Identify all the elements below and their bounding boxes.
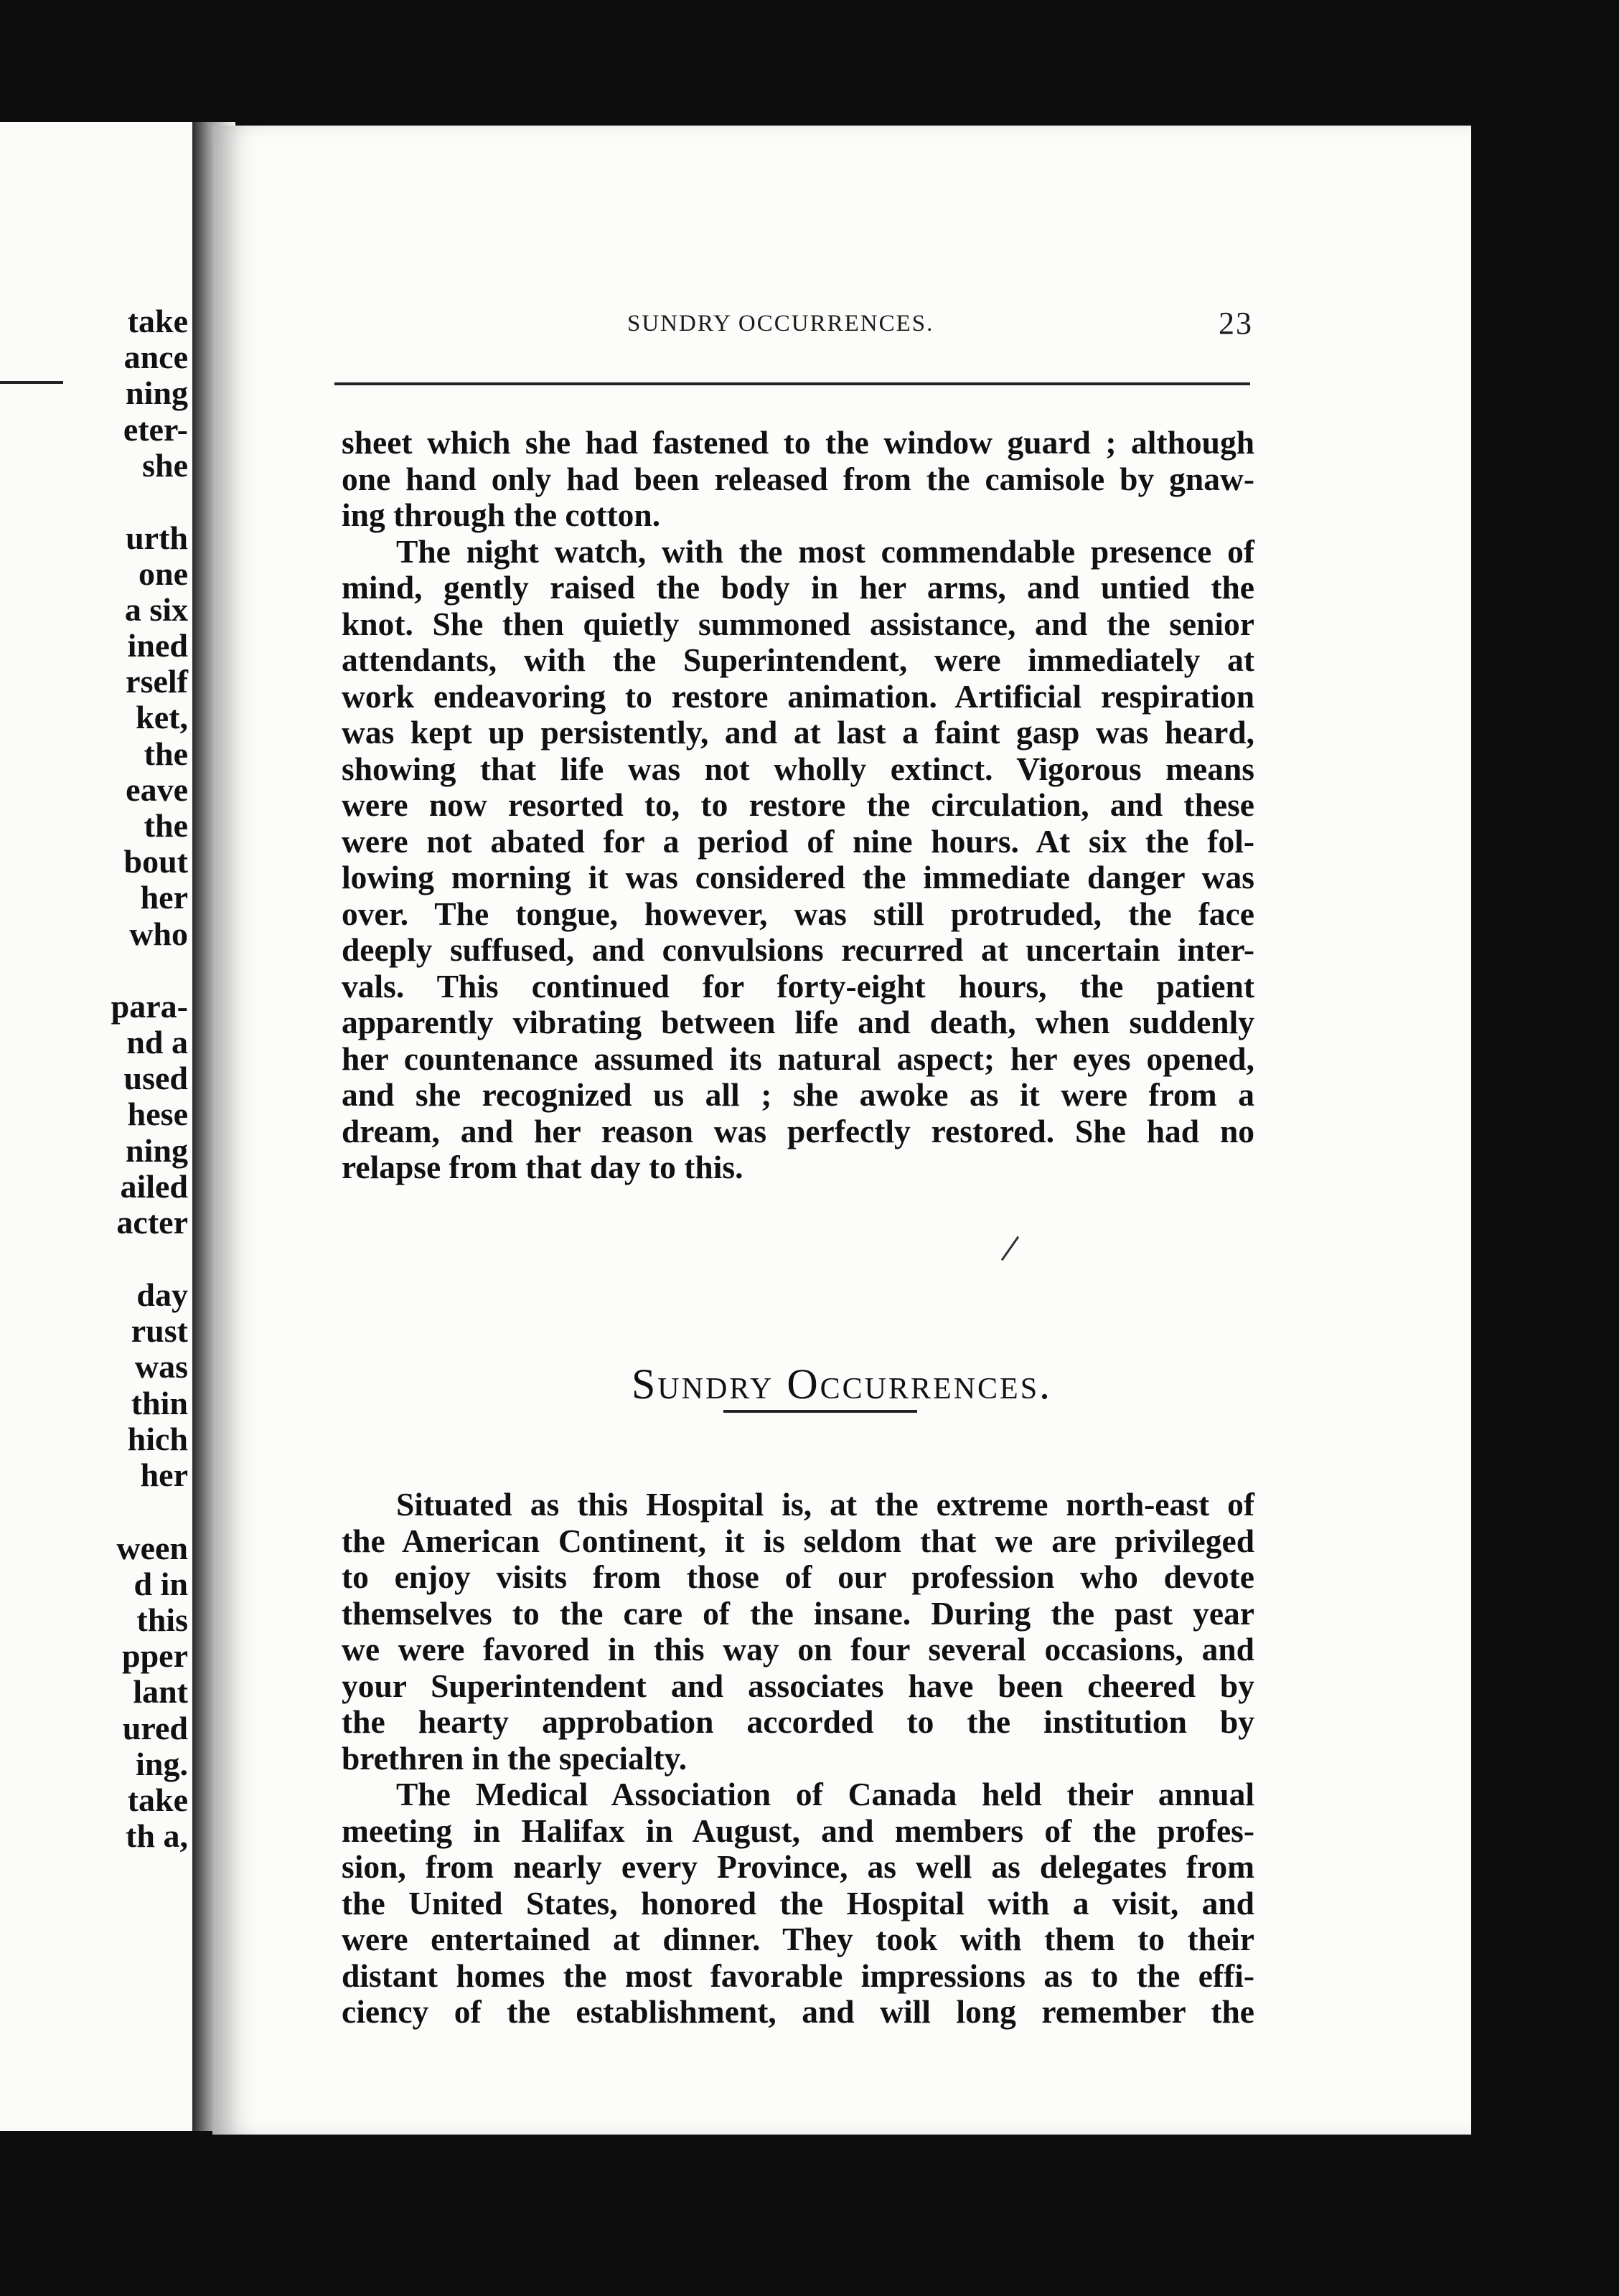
previous-page-fragment: nd a <box>126 1024 188 1060</box>
previous-page-fragment: day <box>136 1276 188 1313</box>
text-line: the American Continent, it is seldom that we are privileged <box>342 1522 1254 1559</box>
text-line: were entertained at dinner. They took with them to their <box>342 1921 1254 1957</box>
text-line: distant homes the most favorable impressions as to the effi- <box>342 1957 1254 1994</box>
stray-pen-mark <box>1001 1236 1019 1261</box>
section-heading: Sundry Occurrences. <box>631 1360 1053 1408</box>
previous-page-fragment: this <box>136 1601 188 1638</box>
text-line: the United States, honored the Hospital with a visit, and <box>342 1884 1254 1921</box>
text-block-lower <box>342 1487 1254 2031</box>
previous-page-fragment: one <box>139 555 188 592</box>
text-line: deeply suffused, and convulsions recurred at uncertain inter- <box>342 931 1254 968</box>
previous-page-fragment: thin <box>131 1385 188 1421</box>
previous-page-fragment: take <box>127 1782 188 1818</box>
text-line: ing through the cotton. <box>342 497 661 533</box>
text-line: to enjoy visits from those of our profession who devote <box>342 1558 1254 1595</box>
text-line: ciency of the establishment, and will long remember the <box>342 1993 1254 2030</box>
previous-page-fragment: ning <box>126 1132 188 1169</box>
previous-page-fragment: ance <box>123 339 188 375</box>
paragraph-continued <box>342 425 1254 534</box>
text-line: sheet which she had fastened to the window guard ; although <box>342 424 1254 461</box>
text-line: lowing morning it was considered the immediate danger was <box>342 859 1254 895</box>
text-line: Situated as this Hospital is, at the extreme north-east of <box>396 1486 1254 1523</box>
previous-page-fragment: she <box>142 447 188 484</box>
previous-page-fragment: ning <box>126 375 188 411</box>
text-line: The night watch, with the most commendable presence of <box>396 532 1254 570</box>
text-line: meeting in Halifax in August, and members of the profes- <box>342 1812 1254 1849</box>
text-block-upper <box>342 425 1254 1186</box>
text-line: themselves to the care of the insane. During the past year <box>342 1594 1254 1632</box>
previous-page-fragment: rust <box>131 1312 188 1349</box>
text-line: one hand only had been released from the camisole by gnaw- <box>342 460 1254 497</box>
text-line: and she recognized us all ; she awoke as it were from a <box>342 1076 1254 1113</box>
previous-page-fragment: th a, <box>126 1817 188 1854</box>
text-line: your Superintendent and associates have been cheered by <box>342 1667 1254 1704</box>
previous-page-fragment: ailed <box>120 1168 188 1205</box>
previous-page-fragment: was <box>134 1348 188 1385</box>
previous-page-fragment: her <box>140 879 188 916</box>
previous-page-fragment: used <box>123 1060 188 1096</box>
text-line: sion, from nearly every Province, as well as delegates from <box>342 1848 1254 1885</box>
previous-page-fragment: bout <box>123 843 188 880</box>
text-line: The Medical Association of Canada held their annual <box>396 1776 1254 1812</box>
previous-page-fragment: rself <box>126 663 188 700</box>
previous-page-fragment: the <box>144 735 188 772</box>
page-number: 23 <box>1219 306 1253 341</box>
previous-page-fragment: eter- <box>123 411 188 448</box>
header-rule <box>334 382 1250 385</box>
previous-page-fragment: ket, <box>136 699 188 735</box>
previous-page-fragment: pper <box>122 1637 188 1674</box>
text-line: apparently vibrating between life and death, when suddenly <box>342 1004 1254 1040</box>
text-line: work endeavoring to restore animation. Artificial respiration <box>342 677 1254 715</box>
paragraph-night-watch <box>342 534 1254 1186</box>
paragraph-situated <box>342 1487 1254 1777</box>
paragraph-medical-association <box>342 1777 1254 2031</box>
previous-page-fragment: hich <box>127 1421 188 1457</box>
book-page <box>212 126 1471 2135</box>
text-line: attendants, with the Superintendent, were immediately at <box>342 641 1254 678</box>
running-head-title: SUNDRY OCCURRENCES. <box>627 311 934 337</box>
previous-page-fragment: who <box>129 916 188 952</box>
text-line: the hearty approbation accorded to the institution by <box>342 1703 1254 1740</box>
text-line: were now resorted to, to restore the circulation, and these <box>342 786 1254 823</box>
previous-page-edge <box>0 122 194 2131</box>
text-line: her countenance assumed its natural aspect; her eyes opened, <box>342 1040 1254 1077</box>
previous-page-fragment: para- <box>111 988 188 1025</box>
text-line: brethren in the specialty. <box>342 1739 688 1777</box>
previous-page-fragment: urth <box>126 519 188 556</box>
previous-page-fragment: d in <box>133 1566 188 1602</box>
text-line: dream, and her reason was perfectly restored. She had no <box>342 1112 1254 1149</box>
text-line: showing that life was not wholly extinct. Vigorous means <box>342 750 1254 787</box>
previous-page-fragment: acter <box>116 1204 188 1241</box>
previous-page-fragment: ing. <box>136 1746 188 1782</box>
text-line: knot. She then quietly summoned assistance, and the senior <box>342 605 1254 642</box>
previous-page-fragment: her <box>140 1457 188 1493</box>
previous-page-fragment: ween <box>116 1530 188 1566</box>
previous-page-fragment: take <box>127 303 188 339</box>
text-line: was kept up persistently, and at last a faint gasp was heard, <box>342 714 1254 751</box>
previous-page-fragment: hese <box>127 1096 188 1132</box>
previous-page-fragment: the <box>144 807 188 844</box>
previous-page-fragment: ured <box>122 1710 188 1746</box>
previous-page-fragment: eave <box>126 771 188 808</box>
previous-page-fragment: ined <box>127 627 188 664</box>
previous-page-fragment: a six <box>124 591 188 628</box>
text-line: were not abated for a period of nine hours. At six the fol- <box>342 822 1254 860</box>
text-line: mind, gently raised the body in her arms, and untied the <box>342 569 1254 606</box>
previous-page-fragment: lant <box>133 1673 188 1710</box>
section-heading-rule <box>723 1410 917 1413</box>
text-line: we were favored in this way on four several occasions, and <box>342 1631 1254 1667</box>
text-line: relapse from that day to this. <box>342 1149 743 1185</box>
text-line: vals. This continued for forty-eight hours, the patient <box>342 967 1254 1004</box>
text-line: over. The tongue, however, was still protruded, the face <box>342 895 1254 932</box>
